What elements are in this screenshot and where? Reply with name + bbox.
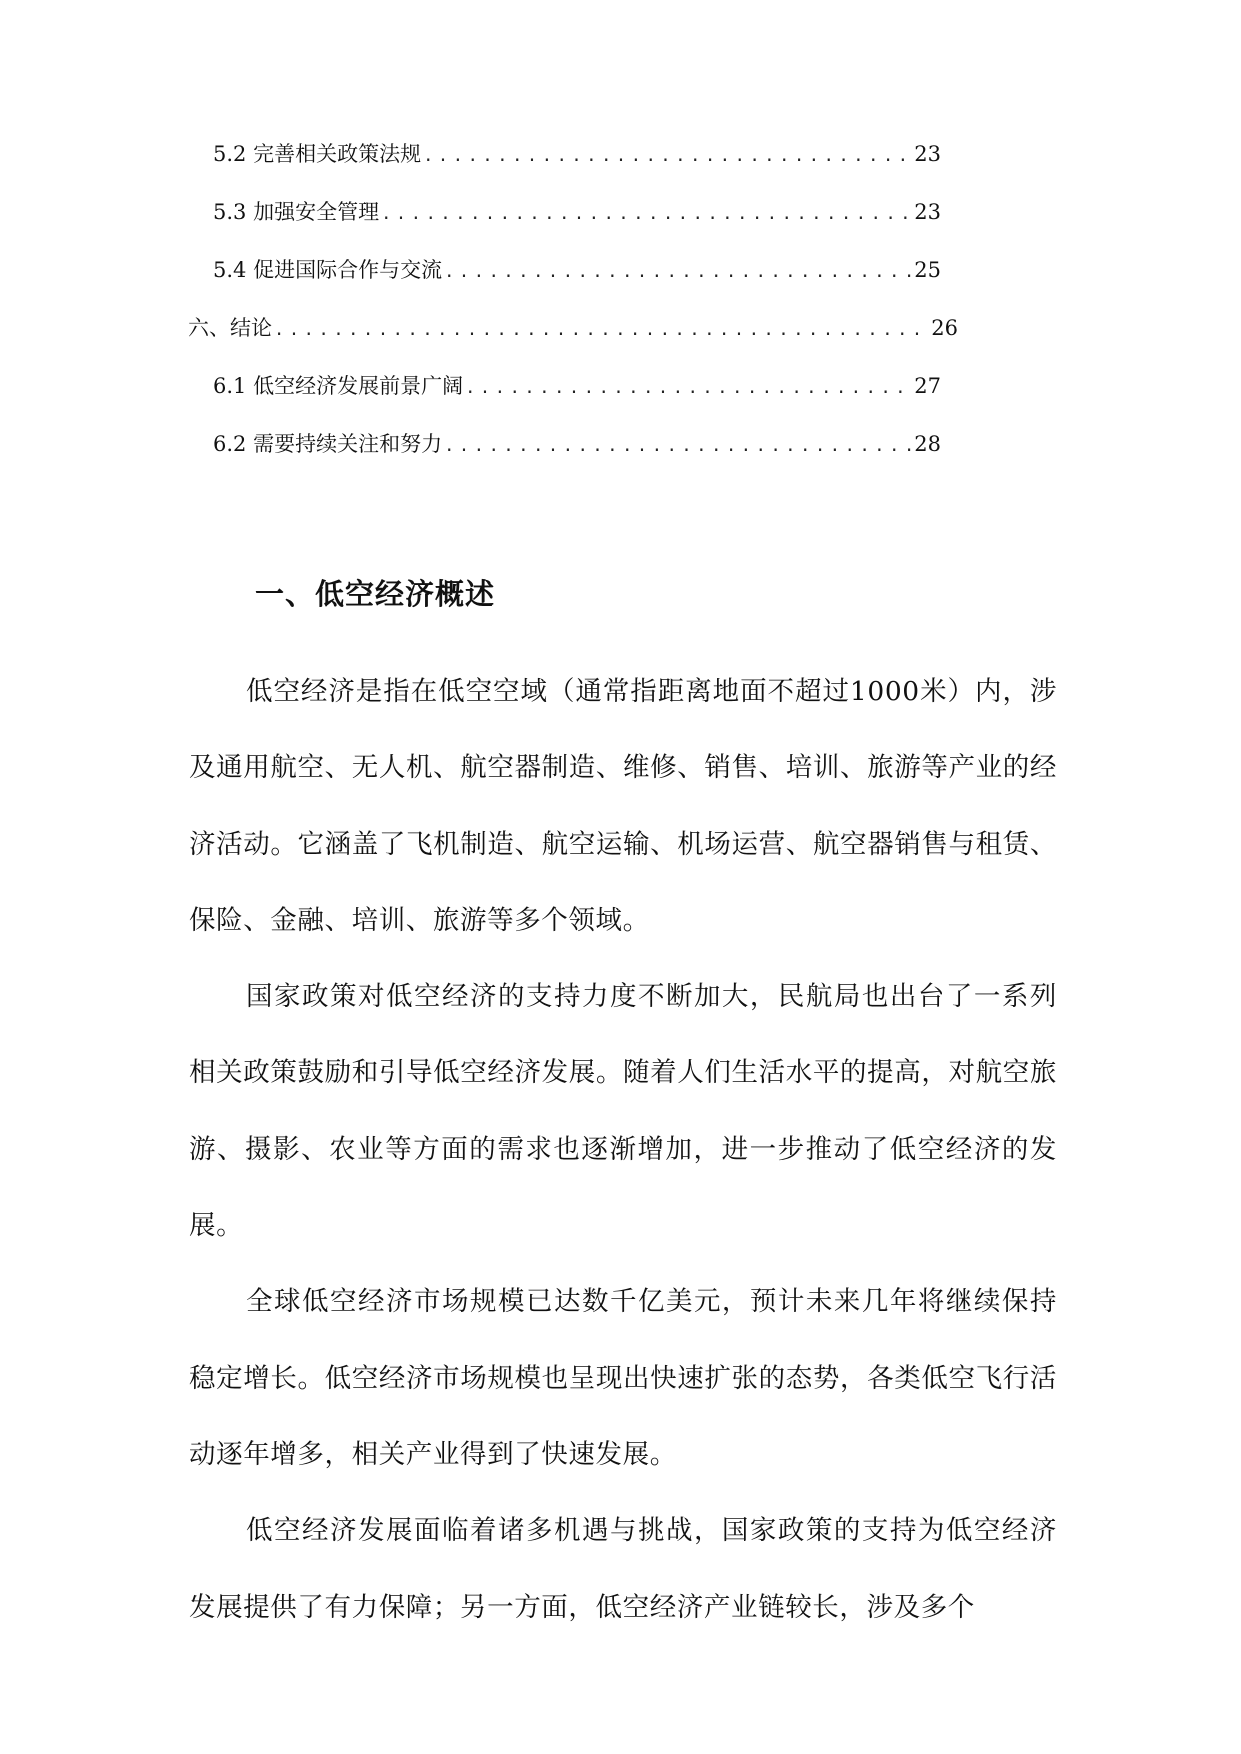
paragraph: 全球低空经济市场规模已达数千亿美元，预计未来几年将继续保持稳定增长。低空经济市场规模也呈现出快速扩张的态势，各类低空飞行活动逐年增多，相关产业得到了快速发展。 [189, 1286, 1057, 1470]
toc-page-number: 23 [914, 142, 941, 166]
toc-dot-leader [444, 260, 912, 284]
toc-entry-text: 六、结论 [188, 316, 272, 340]
paragraph: 低空经济是指在低空空域（通常指距离地面不超过1000米）内，涉及通用航空、无人机、航空器制造、维修、销售、培训、旅游等产业的经济活动。它涵盖了飞机制造、航空运输、机场运营、航空器销售与租赁、保险、金融、培训、旅游等多个领域。 [189, 676, 1057, 936]
section-body [189, 654, 1057, 1646]
toc-entry-6-2[interactable] [213, 424, 941, 458]
toc-dot-leader [274, 318, 929, 342]
toc-entry-text: 5.2 完善相关政策法规 [213, 142, 422, 166]
toc-page-number: 27 [914, 374, 941, 398]
toc-dot-leader [465, 376, 912, 400]
toc-page-number: 23 [914, 200, 941, 224]
toc-page-number: 25 [914, 258, 941, 282]
toc-dot-leader [381, 202, 912, 226]
toc-entry-text: 5.4 促进国际合作与交流 [213, 258, 443, 282]
toc-entry-chapter-6[interactable] [188, 308, 958, 342]
toc-entry-5-3[interactable] [213, 192, 941, 226]
toc-page-number: 26 [931, 316, 958, 340]
toc-dot-leader [423, 144, 912, 168]
toc-entry-text: 5.3 加强安全管理 [213, 200, 380, 224]
section-heading: 一、低空经济概述 [255, 577, 496, 611]
toc-entry-text: 6.1 低空经济发展前景广阔 [213, 374, 464, 398]
paragraph: 国家政策对低空经济的支持力度不断加大，民航局也出台了一系列相关政策鼓励和引导低空经济发展。随着人们生活水平的提高，对航空旅游、摄影、农业等方面的需求也逐渐增加，进一步推动了低空经济的发展。 [189, 981, 1057, 1242]
toc-entry-5-4[interactable] [213, 250, 941, 284]
toc-page-number: 28 [914, 432, 941, 456]
toc-entry-text: 6.2 需要持续关注和努力 [213, 432, 443, 456]
toc-dot-leader [444, 434, 912, 458]
paragraph: 低空经济发展面临着诸多机遇与挑战，国家政策的支持为低空经济发展提供了有力保障；另一方面，低空经济产业链较长，涉及多个 [189, 1515, 1057, 1623]
toc-entry-5-2[interactable] [213, 134, 941, 168]
toc-entry-6-1[interactable] [213, 366, 941, 400]
